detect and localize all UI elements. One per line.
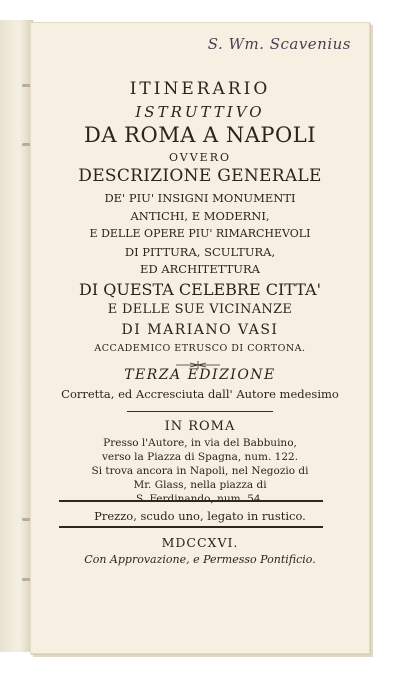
author-name: DI MARIANO VASI <box>121 322 279 338</box>
edition-label: TERZA EDIZIONE <box>124 367 276 383</box>
imprint-line-5: S. Ferdinando, num. 54. <box>136 493 264 505</box>
title-line-5: DESCRIZIONE GENERALE <box>78 166 322 186</box>
divider-rule <box>127 411 273 412</box>
permission-line: Con Approvazione, e Permesso Pontificio. <box>84 553 316 566</box>
title-line-10: ED ARCHITETTURA <box>140 262 260 276</box>
author-title: ACCADEMICO ETRUSCO DI CORTONA. <box>94 343 306 354</box>
upper-rule <box>59 500 323 502</box>
book-spine-edge <box>0 20 33 652</box>
price-line: Prezzo, scudo uno, legato in rustico. <box>94 509 306 523</box>
publication-year: MDCCXVI. <box>161 535 239 550</box>
title-line-12: E DELLE SUE VICINANZE <box>107 302 293 317</box>
imprint-place: IN ROMA <box>164 419 236 434</box>
title-line-3: DA ROMA A NAPOLI <box>83 123 317 147</box>
title-line-1: ITINERARIO <box>129 79 271 99</box>
title-line-7: ANTICHI, E MODERNI, <box>130 209 270 223</box>
edition-note: Corretta, ed Accresciuta dall' Autore medesimo <box>61 387 339 401</box>
imprint-line-4: Mr. Glass, nella piazza di <box>133 479 267 491</box>
title-line-6: DE' PIU' INSIGNI MONUMENTI <box>104 191 296 205</box>
imprint-line-2: verso la Piazza di Spagna, num. 122. <box>101 451 299 463</box>
title-line-2: ISTRUTTIVO <box>135 103 265 121</box>
title-page <box>30 22 370 654</box>
title-line-11: DI QUESTA CELEBRE CITTA' <box>79 280 321 299</box>
title-line-8: E DELLE OPERE PIU' RIMARCHEVOLI <box>89 227 311 240</box>
title-line-4: OVVERO <box>168 151 232 164</box>
title-line-9: DI PITTURA, SCULTURA, <box>124 245 276 259</box>
imprint-line-3: Si trova ancora in Napoli, nel Negozio di <box>91 465 309 477</box>
lower-rule <box>59 526 323 528</box>
imprint-line-1: Presso l'Autore, in via del Babbuino, <box>103 437 297 449</box>
owner-signature: S. Wm. Scavenius <box>207 35 351 53</box>
